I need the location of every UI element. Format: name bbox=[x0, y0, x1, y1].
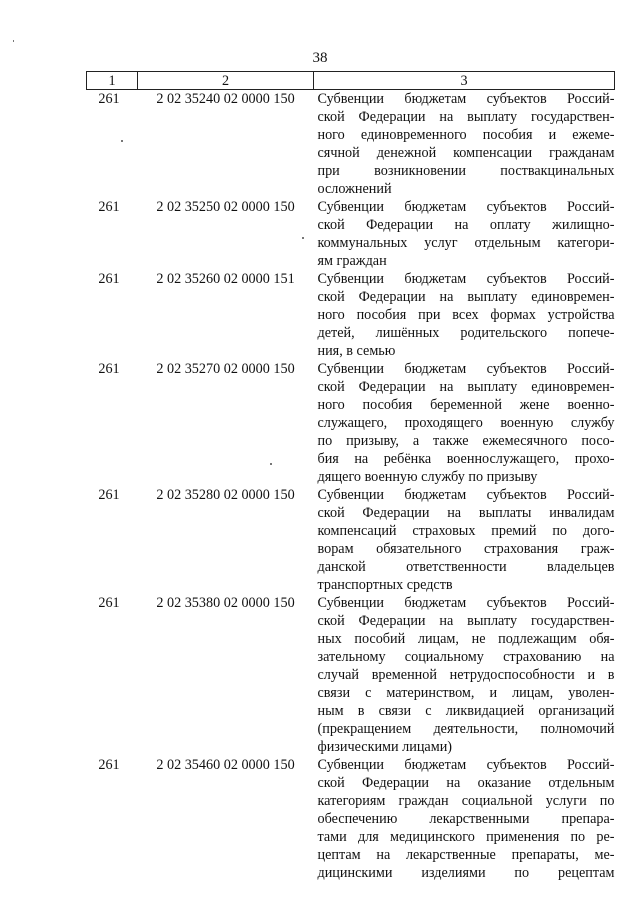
description-line: Субвенции бюджетам субъектов Россий- bbox=[317, 361, 615, 377]
admin-code-cell: 261 bbox=[98, 361, 120, 377]
description-line: ным в связи с ликвидацией организаций bbox=[317, 703, 615, 719]
description-line: ям граждан bbox=[317, 253, 387, 269]
table-row bbox=[87, 270, 615, 360]
page-number: 38 bbox=[312, 50, 328, 66]
budget-codes-table bbox=[86, 71, 615, 882]
description-line: ного единовременного пособия и ежеме- bbox=[317, 127, 615, 143]
description-line: компенсаций страховых премий по дого- bbox=[317, 523, 615, 539]
admin-code-cell: 261 bbox=[98, 487, 120, 503]
admin-code-cell: 261 bbox=[98, 91, 120, 107]
description-cell bbox=[314, 270, 615, 360]
description-line: Субвенции бюджетам субъектов Россий- bbox=[317, 271, 615, 287]
description-line: бия на ребёнка военнослужащего, прохо- bbox=[317, 451, 615, 467]
budget-code-cell: 2 02 35240 02 0000 150 bbox=[156, 91, 295, 107]
description-line: коммунальных услуг отдельным категори- bbox=[317, 235, 615, 251]
description-line: осложнений bbox=[317, 181, 392, 197]
description-line: физическими лицами) bbox=[317, 739, 453, 755]
description-line: транспортных средств bbox=[317, 577, 453, 593]
column-header-2: 2 bbox=[138, 72, 314, 90]
budget-codes-table-container bbox=[86, 71, 614, 882]
description-line: сячной денежной компенсации гражданам bbox=[317, 145, 615, 161]
budget-code-cell: 2 02 35280 02 0000 150 bbox=[156, 487, 295, 503]
scan-speck bbox=[302, 237, 304, 239]
description-line: ской Федерации на оказание отдельным bbox=[317, 775, 615, 791]
description-line: (прекращением деятельности, полномочий bbox=[317, 721, 615, 737]
table-row bbox=[87, 486, 615, 594]
description-line: ской Федерации на выплату единовремен- bbox=[317, 289, 615, 305]
description-line: ской Федерации на выплату государствен- bbox=[317, 613, 615, 629]
column-number-row bbox=[87, 72, 615, 90]
description-line: ворам обязательного страхования граж- bbox=[317, 541, 615, 557]
scan-speck bbox=[121, 140, 123, 142]
table-row bbox=[87, 594, 615, 756]
description-line: ния, в семью bbox=[317, 343, 396, 359]
description-line: связи с материнством, и лицам, уволен- bbox=[317, 685, 615, 701]
description-line: зательному социальному страхованию на bbox=[317, 649, 615, 665]
description-line: ного пособия беременной жене военно- bbox=[317, 397, 615, 413]
budget-code-cell: 2 02 35380 02 0000 150 bbox=[156, 595, 295, 611]
description-line: по призыву, а также ежемесячного посо- bbox=[317, 433, 615, 449]
description-line: ской Федерации на выплату государствен- bbox=[317, 109, 615, 125]
description-line: дицинскими изделиями по рецептам bbox=[317, 865, 615, 881]
column-header-3: 3 bbox=[314, 72, 615, 90]
description-line: детей, лишённых родительского попече- bbox=[317, 325, 615, 341]
description-line: обеспечению лекарственными препара- bbox=[317, 811, 615, 827]
budget-code-cell: 2 02 35250 02 0000 150 bbox=[156, 199, 295, 215]
admin-code-cell: 261 bbox=[98, 595, 120, 611]
budget-code-cell: 2 02 35460 02 0000 150 bbox=[156, 757, 295, 773]
description-line: ской Федерации на оплату жилищно- bbox=[317, 217, 615, 233]
description-line: Субвенции бюджетам субъектов Россий- bbox=[317, 595, 615, 611]
description-line: Субвенции бюджетам субъектов Россий- bbox=[317, 487, 615, 503]
table-row bbox=[87, 198, 615, 270]
description-line: данской ответственности владельцев bbox=[317, 559, 615, 575]
description-line: ного пособия при всех формах устройства bbox=[317, 307, 615, 323]
description-line: Субвенции бюджетам субъектов Россий- bbox=[317, 757, 615, 773]
budget-code-cell: 2 02 35270 02 0000 150 bbox=[156, 361, 295, 377]
description-cell bbox=[314, 594, 615, 756]
column-header-1: 1 bbox=[87, 72, 138, 90]
table-row bbox=[87, 360, 615, 486]
scan-speck bbox=[13, 40, 14, 42]
description-line: Субвенции бюджетам субъектов Россий- bbox=[317, 91, 615, 107]
table-row bbox=[87, 756, 615, 882]
budget-code-cell: 2 02 35260 02 0000 151 bbox=[156, 271, 295, 287]
description-line: категориям граждан социальной услуги по bbox=[317, 793, 615, 809]
description-line: ных пособий лицам, не подлежащим обя- bbox=[317, 631, 615, 647]
description-line: Субвенции бюджетам субъектов Россий- bbox=[317, 199, 615, 215]
description-line: тами для медицинского применения по ре- bbox=[317, 829, 615, 845]
description-line: цептам на лекарственные препараты, ме- bbox=[317, 847, 615, 863]
description-line: при возникновении поствакцинальных bbox=[317, 163, 615, 179]
description-line: дящего военную службу по призыву bbox=[317, 469, 538, 485]
scan-speck bbox=[270, 463, 272, 465]
description-line: служащего, проходящего военную службу bbox=[317, 415, 615, 431]
description-cell bbox=[314, 360, 615, 486]
description-line: случай временной нетрудоспособности и в bbox=[317, 667, 615, 683]
admin-code-cell: 261 bbox=[98, 199, 120, 215]
description-line: ской Федерации на выплату единовремен- bbox=[317, 379, 615, 395]
description-cell bbox=[314, 90, 615, 199]
description-cell bbox=[314, 756, 615, 882]
description-cell bbox=[314, 486, 615, 594]
description-cell bbox=[314, 198, 615, 270]
description-line: ской Федерации на выплаты инвалидам bbox=[317, 505, 615, 521]
table-row bbox=[87, 90, 615, 199]
admin-code-cell: 261 bbox=[98, 271, 120, 287]
admin-code-cell: 261 bbox=[98, 757, 120, 773]
